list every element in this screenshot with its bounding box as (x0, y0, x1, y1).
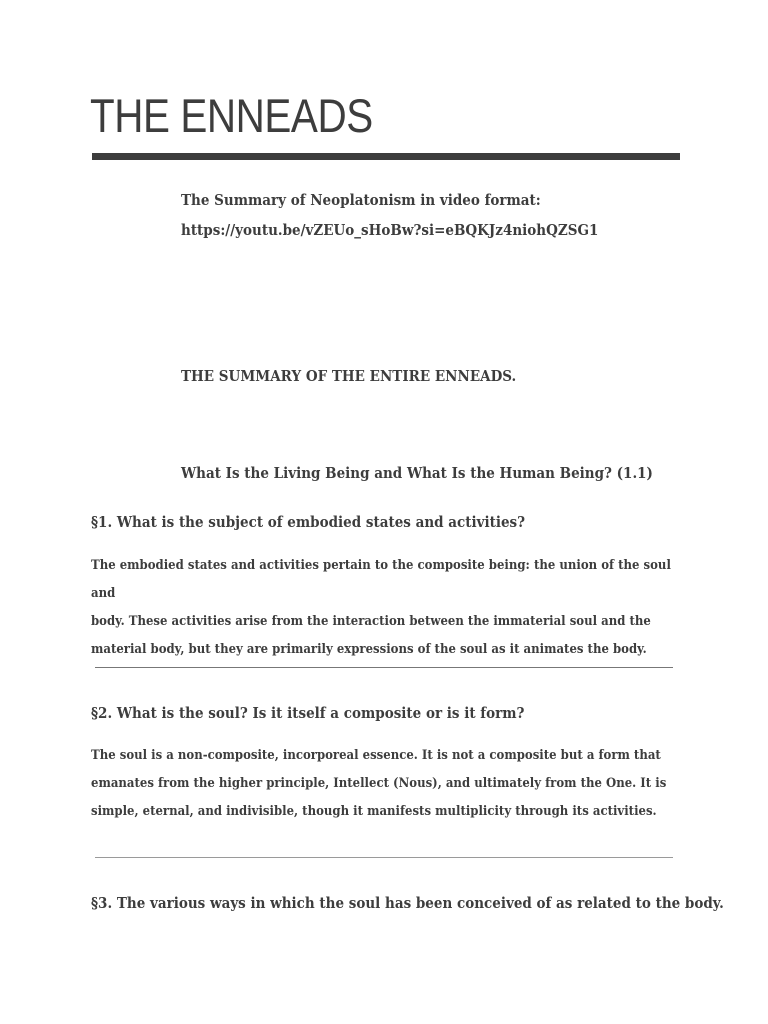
section-3-heading: §3. The various ways in which the soul has been conceived of as related to the body. (91, 894, 724, 912)
page-title: THE ENNEADS (90, 89, 373, 142)
chapter-subheading: What Is the Living Being and What Is the Human Being? (1.1) (181, 464, 653, 482)
section-divider (95, 667, 673, 668)
section-1-line-3: material body, but they are primarily expressions of the soul as it animates the body. (91, 642, 647, 657)
section-2-body (91, 742, 676, 826)
video-link[interactable]: https://youtu.be/vZEUo_sHoBw?si=eBQKJz4niohQZSG1 (181, 221, 599, 239)
section-2-line-2: emanates from the higher principle, Intellect (Nous), and ultimately from the One. It is (91, 776, 667, 791)
intro-text: The Summary of Neoplatonism in video format: (181, 191, 541, 209)
section-2-line-1: The soul is a non-composite, incorporeal essence. It is not a composite but a form that (91, 748, 661, 763)
section-divider (95, 857, 673, 858)
section-1-line-2: body. These activities arise from the interaction between the immaterial soul and the (91, 614, 651, 629)
section-1-heading: §1. What is the subject of embodied states and activities? (91, 513, 526, 531)
title-underline (92, 153, 680, 160)
section-2-line-3: simple, eternal, and indivisible, though it manifests multiplicity through its activities. (91, 804, 657, 819)
summary-heading: THE SUMMARY OF THE ENTIRE ENNEADS. (181, 367, 517, 385)
section-2-heading: §2. What is the soul? Is it itself a composite or is it form? (91, 704, 525, 722)
section-1-line-1: The embodied states and activities pertain to the composite being: the union of the soul and (91, 558, 671, 601)
section-1-body (91, 552, 676, 664)
